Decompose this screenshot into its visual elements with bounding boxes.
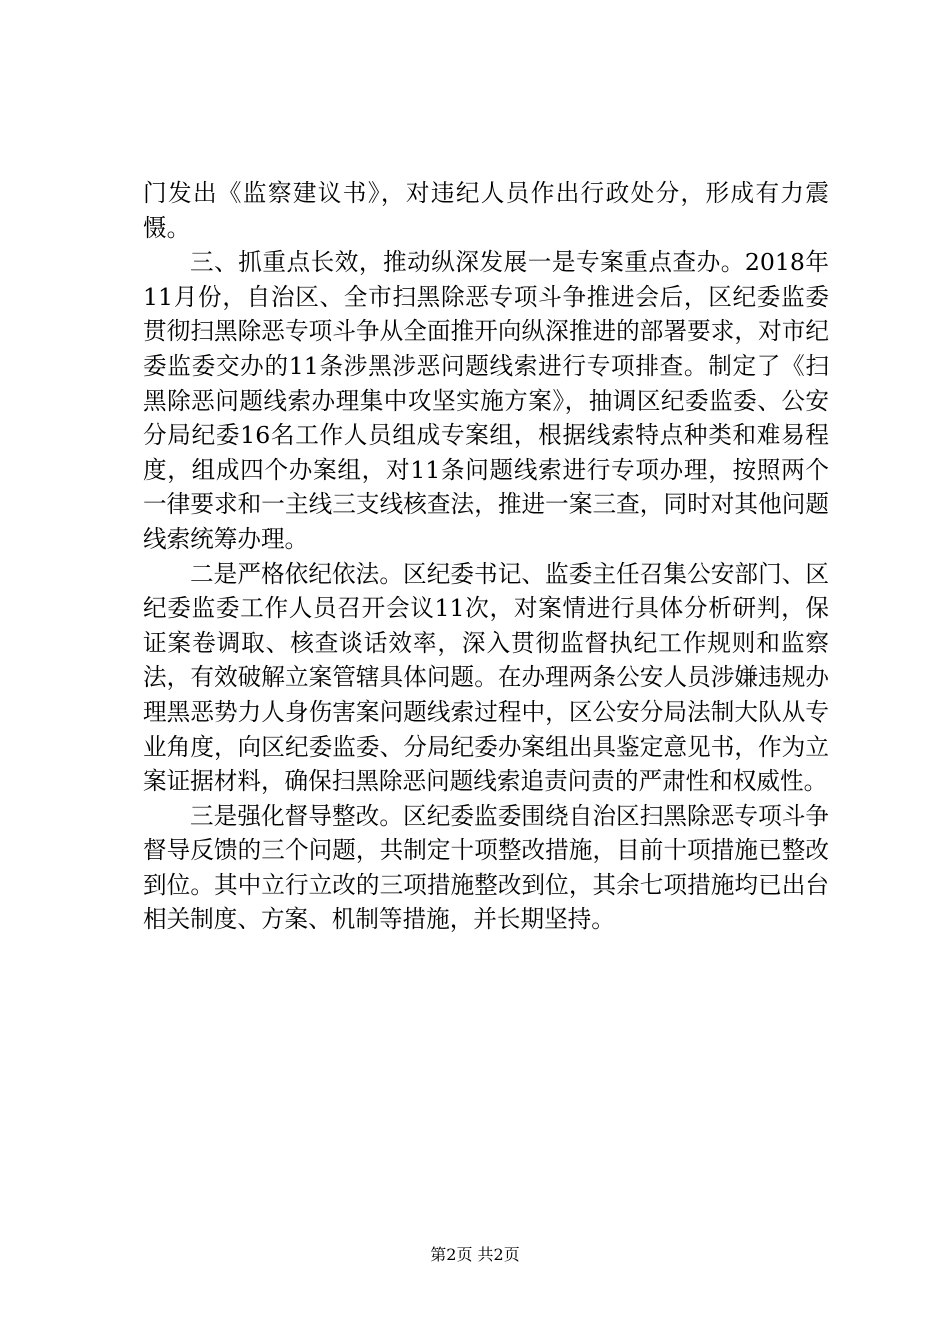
paragraph-supervision-rectification: 三是强化督导整改。区纪委监委围绕自治区扫黑除恶专项斗争督导反馈的三个问题，共制定十项整改措施，目前十项措施已整改到位。其中立行立改的三项措施整改到位，其余七项措施均已出台相关制度、方案、机制等措施，并长期坚持。 (143, 801, 829, 934)
document-body (143, 176, 829, 937)
paragraph-continuation: 门发出《监察建议书》，对违纪人员作出行政处分，形成有力震慑。 (143, 179, 829, 242)
paragraph-section-three: 三、抓重点长效，推动纵深发展一是专案重点查办。2018年11月份，自治区、全市扫黑除恶专项斗争推进会后，区纪委监委贯彻扫黑除恶专项斗争从全面推开向纵深推进的部署要求，对市纪委监委交办的11条涉黑涉恶问题线索进行专项排查。制定了《扫黑除恶问题线索办理集中攻坚实施方案》，抽调区纪委监委、公安分局纪委16名工作人员组成专案组，根据线索特点种类和难易程度，组成四个办案组，对11条问题线索进行专项办理，按照两个一律要求和一主线三支线核查法，推进一案三查，同时对其他问题线索统筹办理。 (143, 248, 829, 553)
paragraph-law-discipline: 二是严格依纪依法。区纪委书记、监委主任召集公安部门、区纪委监委工作人员召开会议11次，对案情进行具体分析研判，保证案卷调取、核查谈话效率，深入贯彻监督执纪工作规则和监察法，有效破解立案管辖具体问题。在办理两条公安人员涉嫌违规办理黑恶势力人身伤害案问题线索过程中，区公安分局法制大队从专业角度，向区纪委监委、分局纪委办案组出具鉴定意见书，作为立案证据材料，确保扫黑除恶问题线索追责问责的严肃性和权威性。 (143, 559, 829, 796)
page-number-footer: 第2页 共2页 (430, 1245, 520, 1264)
